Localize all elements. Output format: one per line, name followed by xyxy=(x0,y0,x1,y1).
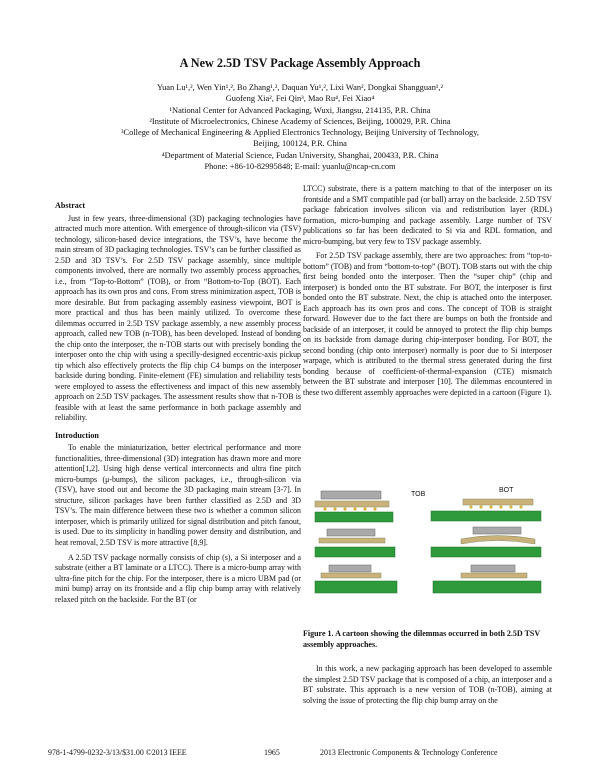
affiliation: ⁴Department of Material Science, Fudan University, Shanghai, 200433, P.R. China xyxy=(161,150,439,160)
figure-1-cartoon xyxy=(313,485,545,603)
bot-step-3 xyxy=(433,565,541,593)
assembly-cartoon-svg xyxy=(313,485,545,603)
bot-step-1 xyxy=(431,499,541,521)
right-column xyxy=(303,184,552,398)
intro-paragraph: A 2.5D TSV package normally consists of chip (s), a Si interposer and a substrate (either a BT laminate or a LTCC). There is a micro-bump array with ultra-fine pitch for the chip. For the interposer, there is a micro UBM pad (or mini bump) array on its frontside and a flip chip bump array with relatively relaxed pitch on the backside. For the BT (or xyxy=(55,552,301,604)
author-line: Guofeng Xia², Fei Qin³, Mao Ru⁴, Fei Xiao⁴ xyxy=(225,94,375,104)
intro-paragraph: To enable the miniaturization, better electrical performance and more functionalities, three-dimensional (3D) integration has drawn more and more attention[1,2]. Using high dense vertical interconnects and ultra fine pitch micro-bumps (μ-bumps), the silicon packages, i.e., through-silicon via (TSV), have stood out and become the 3D packaging main stream [3-7]. In structure, silicon packages have been further classified as 2.5D and 3D TSV’s. The main difference between these two is whether a common silicon interposer, which is primarily utilized for signal distribution and pitch fanout, is used. Due to its simplicity in handling power density and distribution, and heat removal, 2.5D TSV is more attractive [8,9]. xyxy=(55,443,301,547)
left-column xyxy=(55,201,301,605)
introduction-heading: Introduction xyxy=(55,430,99,440)
tob-step-1 xyxy=(315,491,393,522)
abstract-heading: Abstract xyxy=(55,201,86,210)
copyright-line: 978-1-4799-0232-3/13/$31.00 ©2013 IEEE xyxy=(48,748,187,757)
bot-step-2 xyxy=(431,527,541,557)
body-paragraph: LTCC) substrate, there is a pattern matching to that of the interposer on its frontside and a SMT compatible pad (or ball) array on the backside. 2.5D TSV package fabrication involves silicon via and redistribution layer (RDL) formation, micro-bumping and package assembly. Large number of TSV publications so far has been dedicated to Si via and RDL formation, and micro-bumping, but very few to TSV package assembly. xyxy=(303,184,552,246)
figure-caption: Figure 1. A cartoon showing the dilemmas occurred in both 2.5D TSV assembly approaches. xyxy=(303,629,540,649)
author-block xyxy=(60,82,540,172)
body-paragraph: For 2.5D TSV package assembly, there are two approaches: from “top-to-bottom” (TOB) and from “bottom-to-top” (BOT). TOB starts out with the chip first being bonded onto the interposer. Then the “super chip” (chip and interposer) is bonded onto the BT substrate. For BOT, the interposer is first bonded onto the BT substrate. Next, the chip is attached onto the interposer. Each approach has its own pros and cons. The concept of TOB is straight forward. However due to the fact there are bumps on both the frontside and backside of an interposer, it could be annoyed to protect the flip chip bumps on its backside from damage during chip-interposer bonding. For BOT, the second bonding (chip onto interposer) normally is poor due to Si interposer warpage, which is attributed to the thermal stress generated during the first bonding because of coefficient-of-thermal-expansion (CTE) mismatch between the BT substrate and interposer [10]. The dilemmas encountered in these two different assembly approaches were depicted in a cartoon (Figure 1). xyxy=(303,251,552,397)
page-footer xyxy=(48,748,556,760)
author-line: Yuan Lu¹,², Wen Yin¹,², Bo Zhang¹,², Daquan Yu¹,², Lixi Wan², Dongkai Shangguan¹,² xyxy=(156,83,444,92)
affiliation: Beijing, 100124, P.R. China xyxy=(253,139,347,149)
affiliation: ¹National Center for Advanced Packaging, Wuxi, Jiangsu, 214135, P.R. China xyxy=(169,105,431,115)
body-paragraph: In this work, a new packaging approach has been developed to assemble the simplest 2.5D TSV package that is composed of a chip, an interposer and a BT substrate. This approach is a new version of TOB (n-TOB), aiming at solving the issue of protecting the flip chip bump array on the xyxy=(303,664,552,705)
bot-label: BOT xyxy=(499,487,514,494)
contact-info: Phone: +86-10-82995848; E-mail: yuanlu@ncap-cn.com xyxy=(204,162,396,172)
tob-label: TOB xyxy=(411,491,426,498)
abstract-text: Just in few years, three-dimensional (3D) packaging technologies have attracted much more attention. With emergence of through-silicon via (TSV) technology, silicon-based device integrations, the TSV’s, have become the main stream of 3D packaging technologies. TSV’s can be further classified as 2.5D and 3D TSV’s. For 2.5D TSV package assembly, since multiple components involved, there are normally two assembly process approaches, i.e., from “Top-to-Bottom” (TOB), or from “Bottom-to-Top (BOT). Each approach has its own pros and cons. From stress minimization aspect, TOB is more desirable. But from packaging assembly easiness viewpoint, BOT is more practical and thus has been mainly utilized. To overcome these dilemmas occurred in 2.5D TSV package assembly, a new assembly process approach, called new TOB (n-TOB), has been developed. Instead of bonding the chip onto the interposer, the n-TOB starts out with precisely bonding the interposer onto the chip with using a specilly-designed eccentric-axis pickup tip which also effectively protects the flip chip C4 bumps on the interposer backside during bonding. Finite-element (FE) simulation and reliability tests were employed to assess the effectiveness and impact of this new assembly approach on 2.5D TSV packages. The assessment results show that n-TOB is feasible with at least the same performance in both package assembly and reliability. xyxy=(55,213,301,423)
conference-name: 2013 Electronic Components & Technology Conference xyxy=(320,748,498,757)
tob-step-2 xyxy=(315,529,395,557)
paper-title: A New 2.5D TSV Package Assembly Approach xyxy=(179,56,421,70)
tob-step-3 xyxy=(315,565,397,593)
affiliation: ²Institute of Microelectronics, Chinese Academy of Sciences, Beijing, 100029, P.R. China xyxy=(149,116,451,126)
affiliation: ³College of Mechanical Engineering & Applied Electronics Technology, Beijing University of Technology, xyxy=(121,128,479,138)
right-column-continued xyxy=(303,664,552,706)
page-number: 1965 xyxy=(264,748,280,757)
